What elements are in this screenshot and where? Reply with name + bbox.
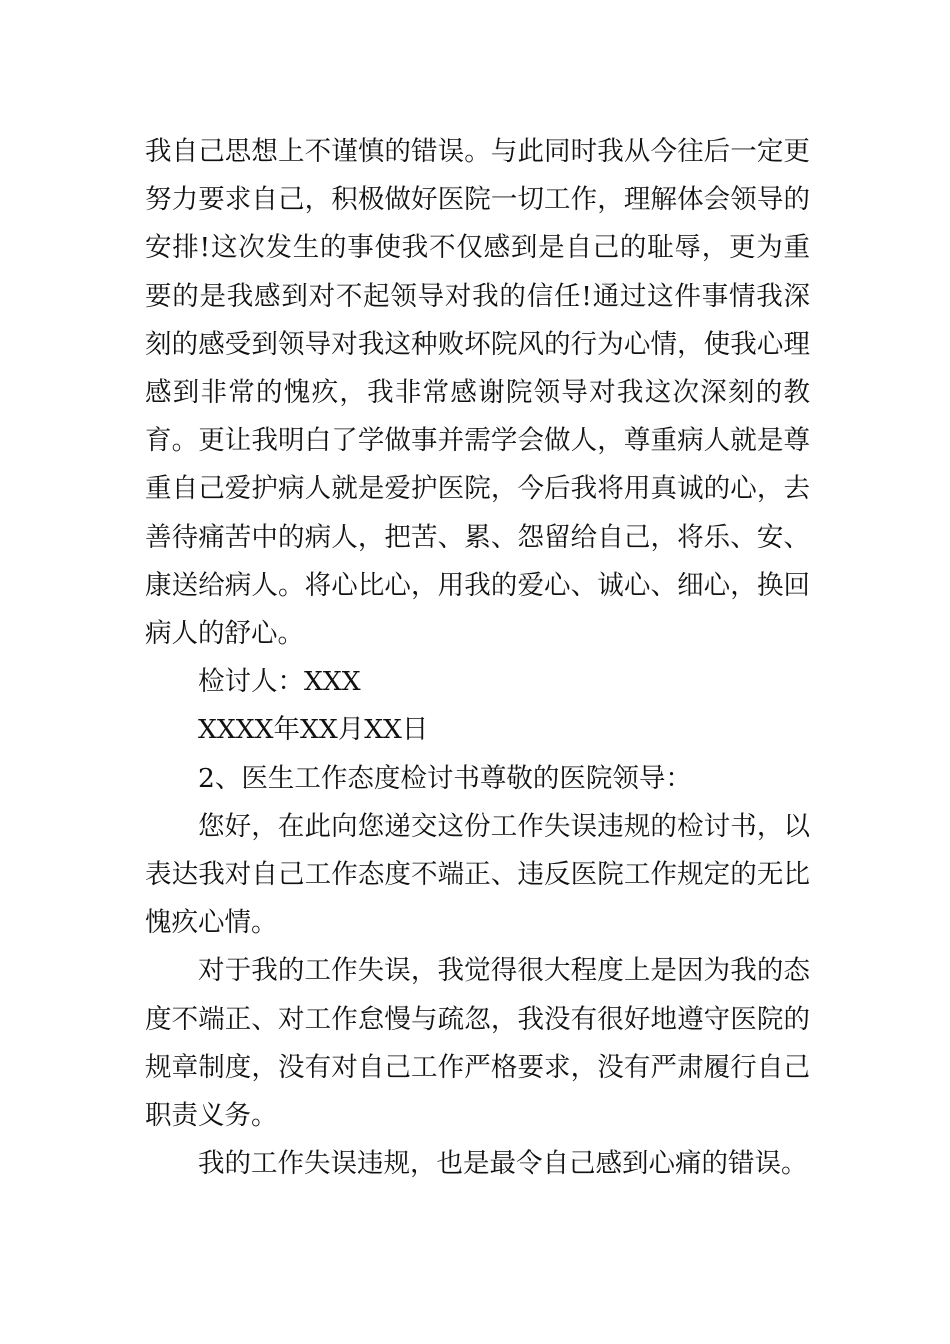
date-line: XXXX年XX月XX日 [198, 714, 429, 746]
signer-line: 检讨人：XXX [198, 666, 361, 698]
document-body [145, 128, 810, 1188]
paragraph-last: 我的工作失误违规，也是最令自己感到心痛的错误。 [198, 1148, 808, 1180]
section-heading: 2、医生工作态度检讨书尊敬的医院领导： [198, 762, 692, 794]
paragraph-reason: 对于我的工作失误，我觉得很大程度上是因为我的态度不端正、对工作怠慢与疏忽，我没有很好地遵守医院的规章制度，没有对自己工作严格要求，没有严肃履行自己职责义务。 [145, 955, 810, 1132]
paragraph-continued: 我自己思想上不谨慎的错误。与此同时我从今往后一定更努力要求自己，积极做好医院一切工作，理解体会领导的安排!这次发生的事使我不仅感到是自己的耻辱，更为重要的是我感到对不起领导对我的信任!通过这件事情我深刻的感受到领导对我这种败坏院风的行为心情，使我心理感到非常的愧疚，我非常感谢院领导对我这次深刻的教育。更让我明白了学做事并需学会做人，尊重病人就是尊重自己爱护病人就是爱护医院，今后我将用真诚的心，去善待痛苦中的病人，把苦、累、怨留给自己，将乐、安、康送给病人。将心比心，用我的爱心、诚心、细心，换回病人的舒心。 [145, 136, 810, 650]
paragraph-greeting: 您好，在此向您递交这份工作失误违规的检讨书，以表达我对自己工作态度不端正、违反医院工作规定的无比愧疚心情。 [145, 810, 810, 939]
